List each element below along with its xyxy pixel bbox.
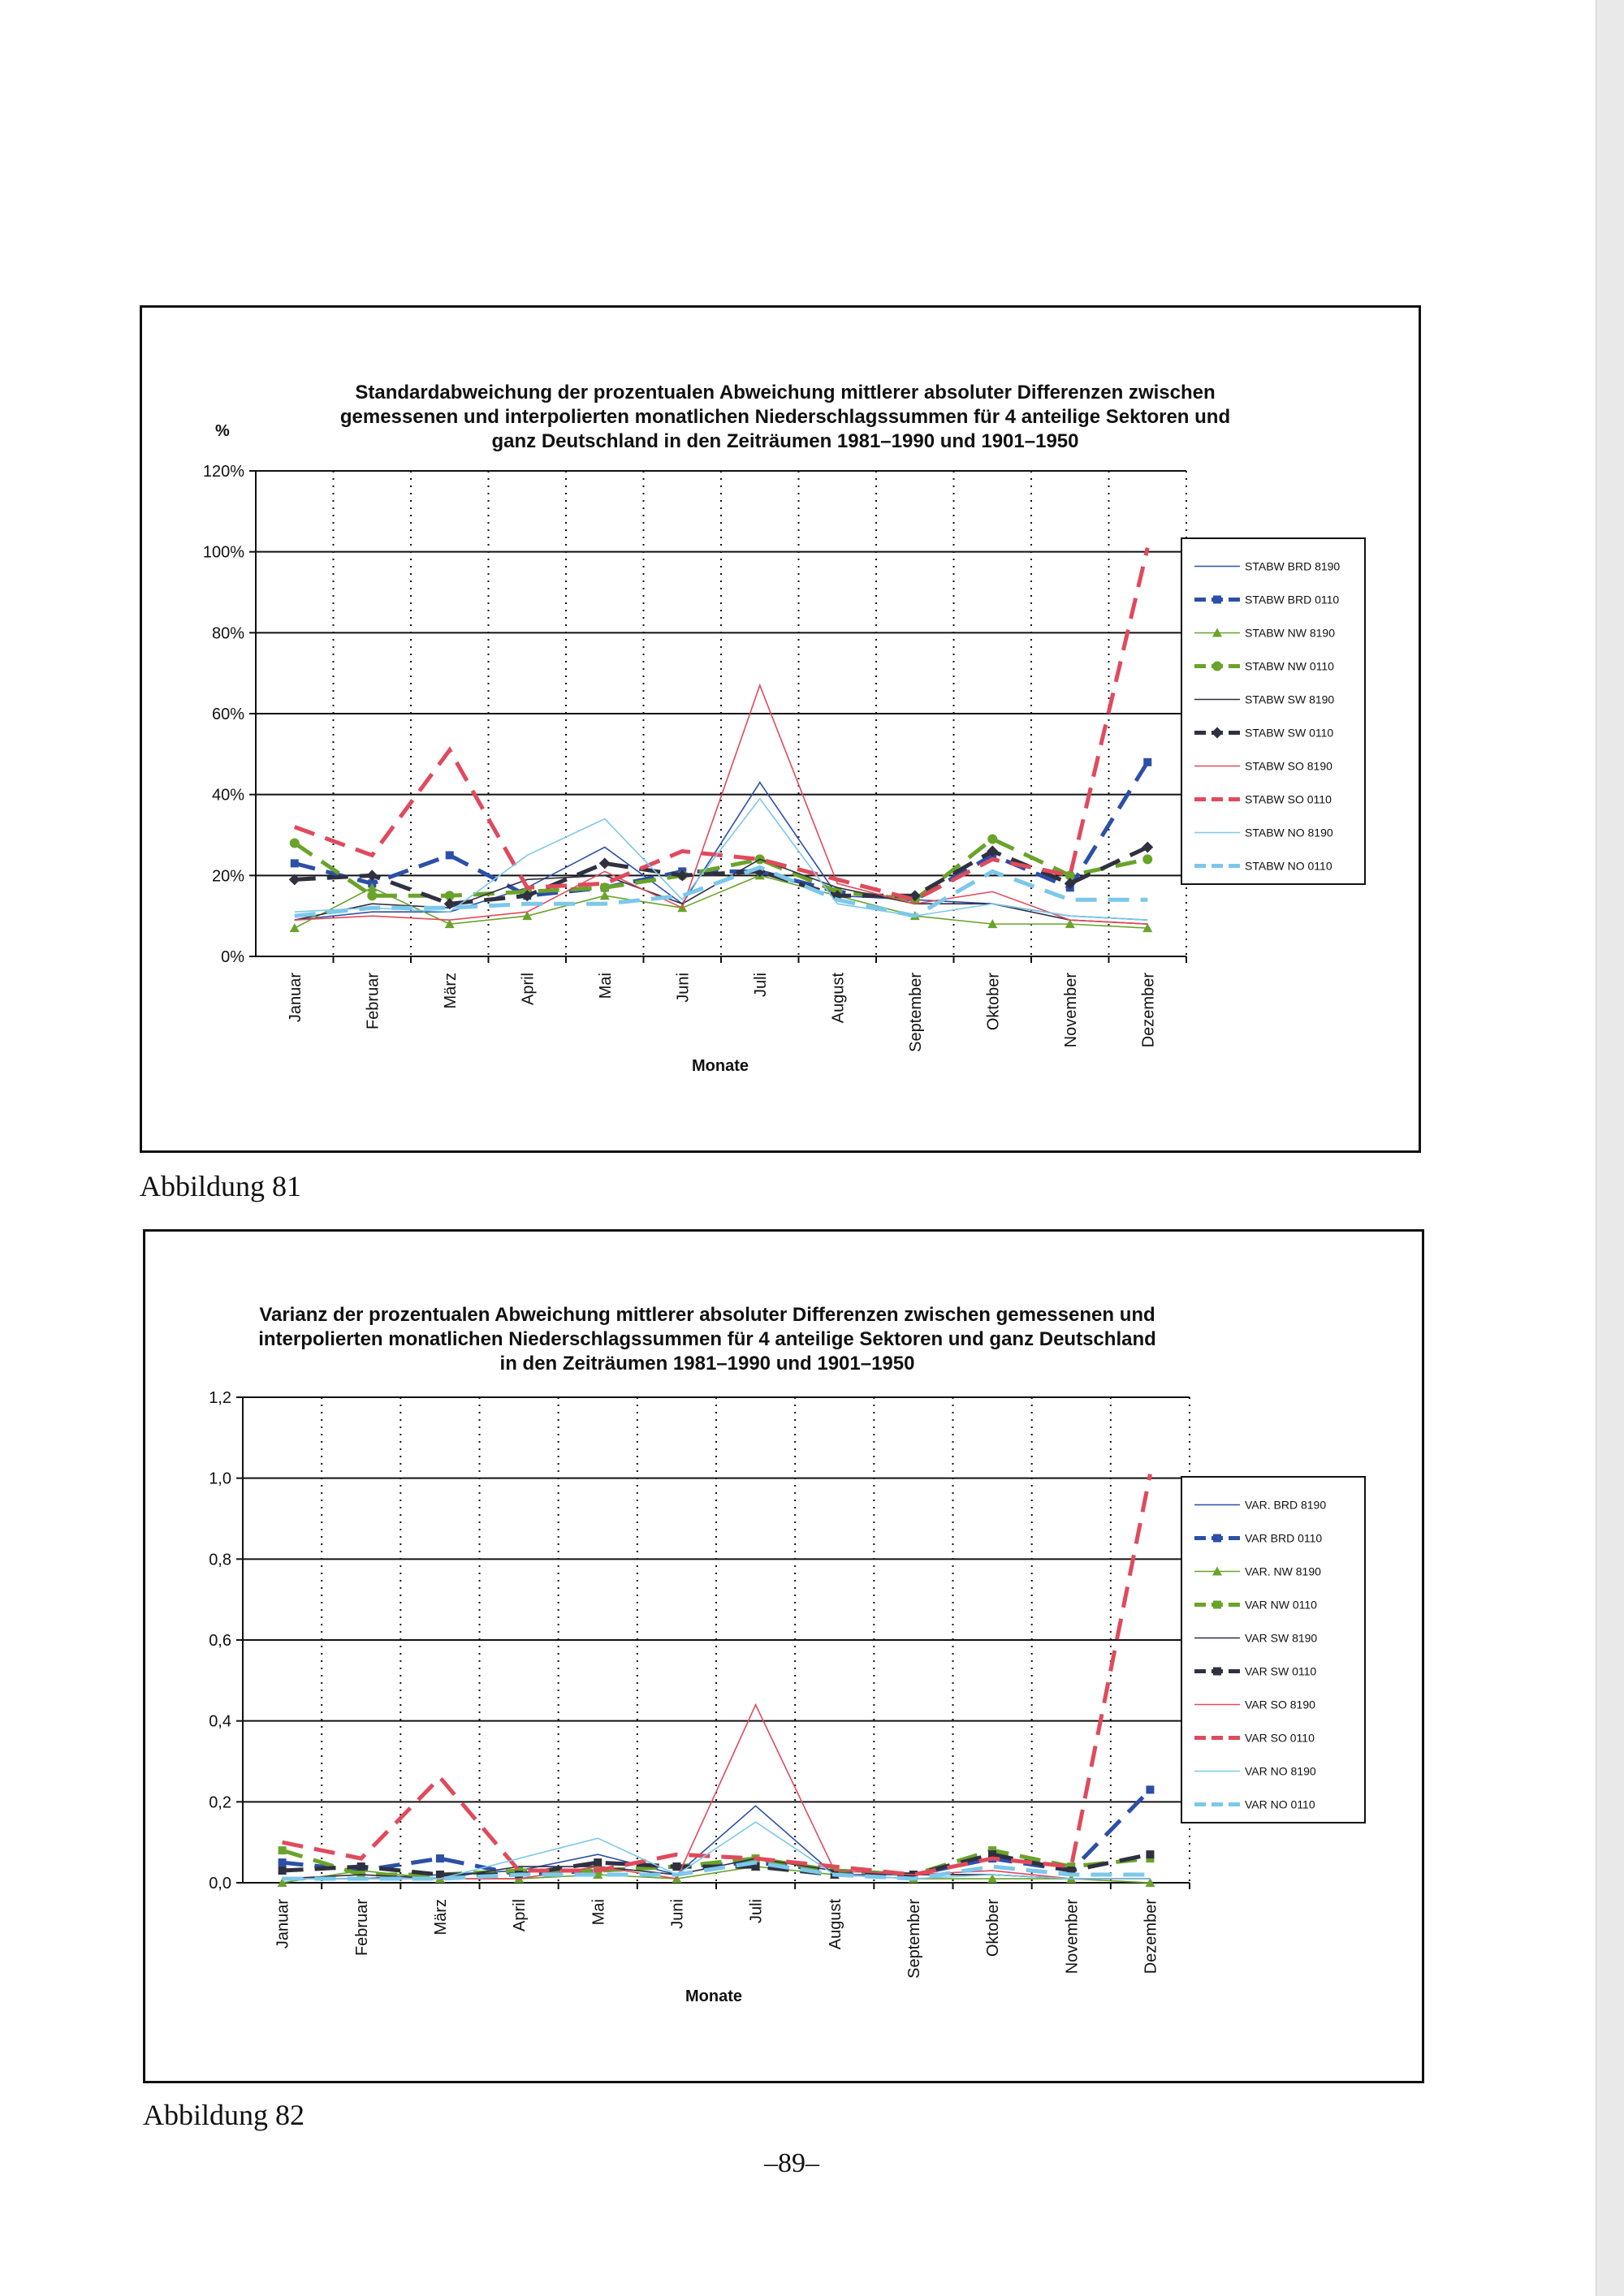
y-tick-label: 0,2 (209, 1793, 231, 1812)
x-tick-label: August (829, 973, 848, 1024)
legend-label: STABW NO 8190 (1245, 826, 1333, 839)
chart-frame-std-dev (140, 305, 1421, 1153)
y-tick-label: 0,4 (209, 1712, 231, 1731)
y-axis-label: % (215, 422, 230, 440)
x-axis-label: Monate (692, 1057, 749, 1075)
y-tick-label: 0,6 (209, 1632, 231, 1650)
legend-label: VAR. NW 8190 (1245, 1564, 1321, 1578)
legend-label: VAR SO 8190 (1245, 1698, 1315, 1711)
legend-label: VAR SO 0110 (1245, 1731, 1315, 1745)
chart-title-line: Standardabweichung der prozentualen Abweichung mittlerer absoluter Differenzen zwischen (355, 382, 1216, 404)
legend-label: STABW SO 0110 (1245, 792, 1332, 806)
y-tick-label: 80% (211, 624, 244, 643)
chart-title-line: interpolierten monatlichen Niederschlagssummen für 4 anteilige Sektoren und ganz Deutschland (258, 1328, 1156, 1350)
data-point (290, 923, 300, 932)
x-tick-label: Juni (674, 973, 693, 1003)
x-tick-label: März (431, 1899, 450, 1936)
x-tick-label: September (905, 1899, 923, 1979)
data-point (291, 859, 299, 867)
legend-label: STABW NW 8190 (1245, 626, 1335, 640)
legend-label: VAR BRD 0110 (1245, 1531, 1323, 1545)
x-tick-label: Januar (274, 1899, 292, 1949)
legend-label: STABW BRD 0110 (1245, 593, 1340, 606)
data-point (672, 1862, 680, 1871)
data-point (366, 870, 378, 881)
legend-label: VAR NW 0110 (1245, 1598, 1317, 1612)
x-axis-label: Monate (685, 1987, 742, 2005)
data-point (1143, 758, 1151, 766)
y-tick-label: 1,0 (209, 1470, 231, 1488)
legend-marker (1213, 1534, 1221, 1543)
figure-caption-82: Abbildung 82 (143, 2099, 305, 2131)
chart-variance (145, 1232, 1417, 2076)
x-tick-label: April (511, 1899, 529, 1932)
chart-std-dev (142, 308, 1414, 1146)
series-line (295, 548, 1148, 900)
data-point (436, 1854, 444, 1862)
y-tick-label: 40% (211, 786, 244, 805)
legend-label: VAR. BRD 8190 (1245, 1498, 1327, 1512)
y-tick-label: 0% (221, 948, 244, 966)
legend-label: STABW BRD 8190 (1245, 559, 1341, 573)
x-tick-label: Februar (352, 1899, 371, 1957)
legend-label: VAR SW 8190 (1245, 1631, 1318, 1645)
series-line (283, 1705, 1151, 1879)
chart-title-line: ganz Deutschland in den Zeiträumen 1981–1990 und 1901–1950 (491, 430, 1079, 452)
page-edge (1596, 0, 1624, 2296)
y-tick-label: 1,2 (209, 1389, 231, 1407)
legend-label: STABW SO 8190 (1245, 759, 1332, 773)
x-tick-label: Oktober (984, 1899, 1003, 1957)
x-tick-label: August (826, 1899, 844, 1950)
x-tick-label: Februar (364, 973, 382, 1030)
legend-label: STABW NW 0110 (1245, 659, 1334, 673)
legend-label: VAR NO 8190 (1245, 1764, 1316, 1778)
data-point (594, 1858, 602, 1867)
figure-caption-81: Abbildung 81 (140, 1170, 302, 1202)
x-tick-label: Oktober (984, 973, 1003, 1031)
data-point (279, 1867, 287, 1875)
chart-title-line: in den Zeiträumen 1981–1990 und 1901–1950 (499, 1353, 915, 1375)
page-number: –89– (764, 2148, 819, 2178)
x-tick-label: März (441, 973, 460, 1009)
data-point (446, 851, 454, 859)
series-group (295, 548, 1148, 900)
chart-title-line: Varianz der prozentualen Abweichung mittlerer absoluter Differenzen zwischen gemessenen und (259, 1304, 1155, 1326)
data-point (1146, 1785, 1154, 1793)
legend-label: VAR SW 0110 (1245, 1664, 1317, 1678)
x-tick-label: November (1063, 1899, 1082, 1974)
x-tick-label: April (519, 973, 538, 1006)
chart-title-line: gemessenen und interpolierten monatlichen Niederschlagssummen für 4 anteilige Sektoren und (339, 406, 1231, 428)
legend-label: STABW SW 8190 (1245, 693, 1335, 706)
series-line (295, 762, 1148, 900)
data-point (599, 857, 611, 869)
legend-marker (1213, 596, 1221, 604)
legend-label: VAR NO 0110 (1245, 1798, 1315, 1811)
data-point (600, 883, 610, 892)
data-point (367, 891, 377, 900)
x-tick-label: Dezember (1142, 1899, 1160, 1974)
y-tick-label: 100% (202, 543, 244, 562)
legend-marker (1213, 1668, 1221, 1676)
y-tick-label: 20% (211, 867, 244, 886)
data-point (290, 838, 300, 848)
data-point (279, 1858, 287, 1867)
y-tick-label: 60% (211, 706, 244, 723)
x-tick-label: Juli (751, 973, 770, 998)
legend-label: STABW SW 0110 (1245, 726, 1334, 740)
data-point (357, 1862, 365, 1871)
x-tick-label: Dezember (1139, 973, 1158, 1048)
x-tick-label: November (1061, 973, 1080, 1048)
series-group (283, 1705, 1151, 1879)
x-tick-label: September (906, 973, 925, 1052)
legend-label: STABW NO 0110 (1245, 859, 1332, 873)
data-point (1146, 1850, 1154, 1858)
data-point (1142, 854, 1152, 864)
x-tick-label: Juni (668, 1899, 687, 1929)
legend-marker (1212, 662, 1222, 671)
y-tick-label: 0,0 (209, 1875, 231, 1892)
x-tick-label: Mai (590, 1899, 608, 1926)
x-tick-label: Juli (747, 1899, 766, 1924)
y-tick-label: 120% (202, 463, 244, 481)
x-tick-label: Mai (596, 973, 615, 999)
y-tick-label: 0,8 (209, 1551, 231, 1569)
x-tick-label: Januar (286, 973, 304, 1023)
data-point (279, 1846, 287, 1854)
legend-marker (1213, 1601, 1221, 1609)
chart-frame-variance (143, 1229, 1424, 2083)
data-point (987, 834, 997, 844)
